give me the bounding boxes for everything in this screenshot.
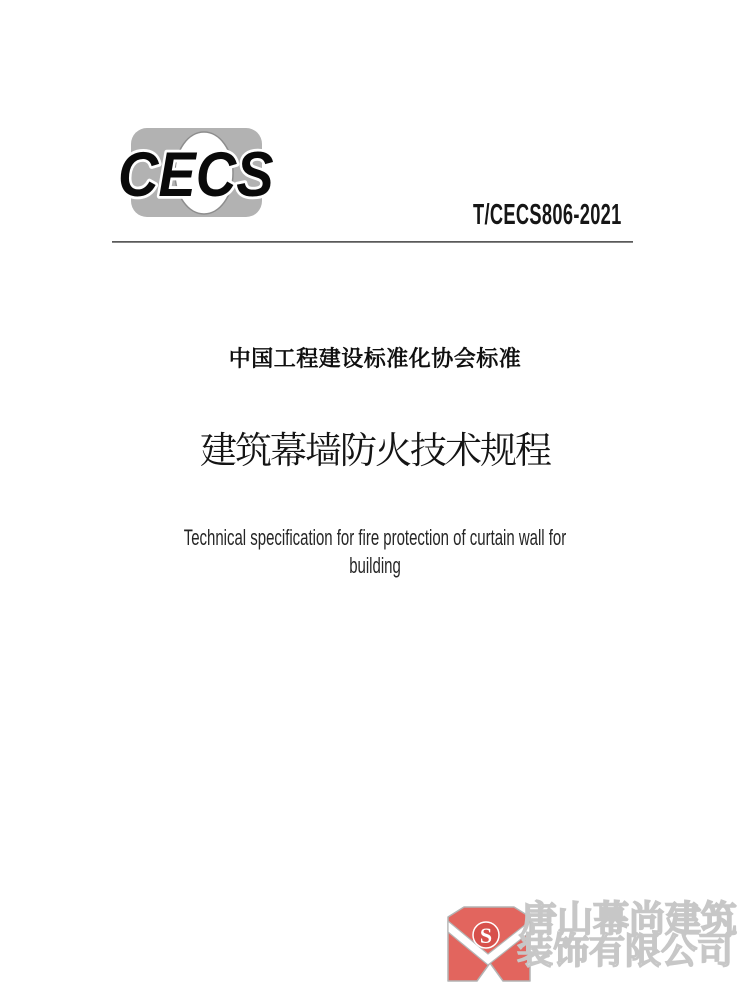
document-title-english-line2: building bbox=[349, 553, 401, 578]
cecs-logo-text: CECS bbox=[118, 139, 274, 210]
standard-number: T/CECS806-2021 bbox=[473, 199, 622, 231]
header-divider bbox=[112, 241, 633, 243]
association-standard-label: 中国工程建设标准化协会标准 bbox=[228, 346, 522, 371]
cecs-logo bbox=[116, 124, 282, 219]
document-title-english bbox=[120, 524, 630, 580]
watermark-company-line1: 唐山幕尚建筑 bbox=[521, 898, 738, 939]
watermark-company-line2: 装饰有限公司 bbox=[517, 930, 734, 971]
document-title-english-line1: Technical specification for fire protection of curtain wall for bbox=[183, 525, 567, 550]
document-title-chinese: 建筑幕墙防火技术规程 bbox=[200, 430, 550, 471]
watermark-s-letter: S bbox=[479, 923, 493, 948]
cecs-logo-icon bbox=[116, 124, 282, 219]
